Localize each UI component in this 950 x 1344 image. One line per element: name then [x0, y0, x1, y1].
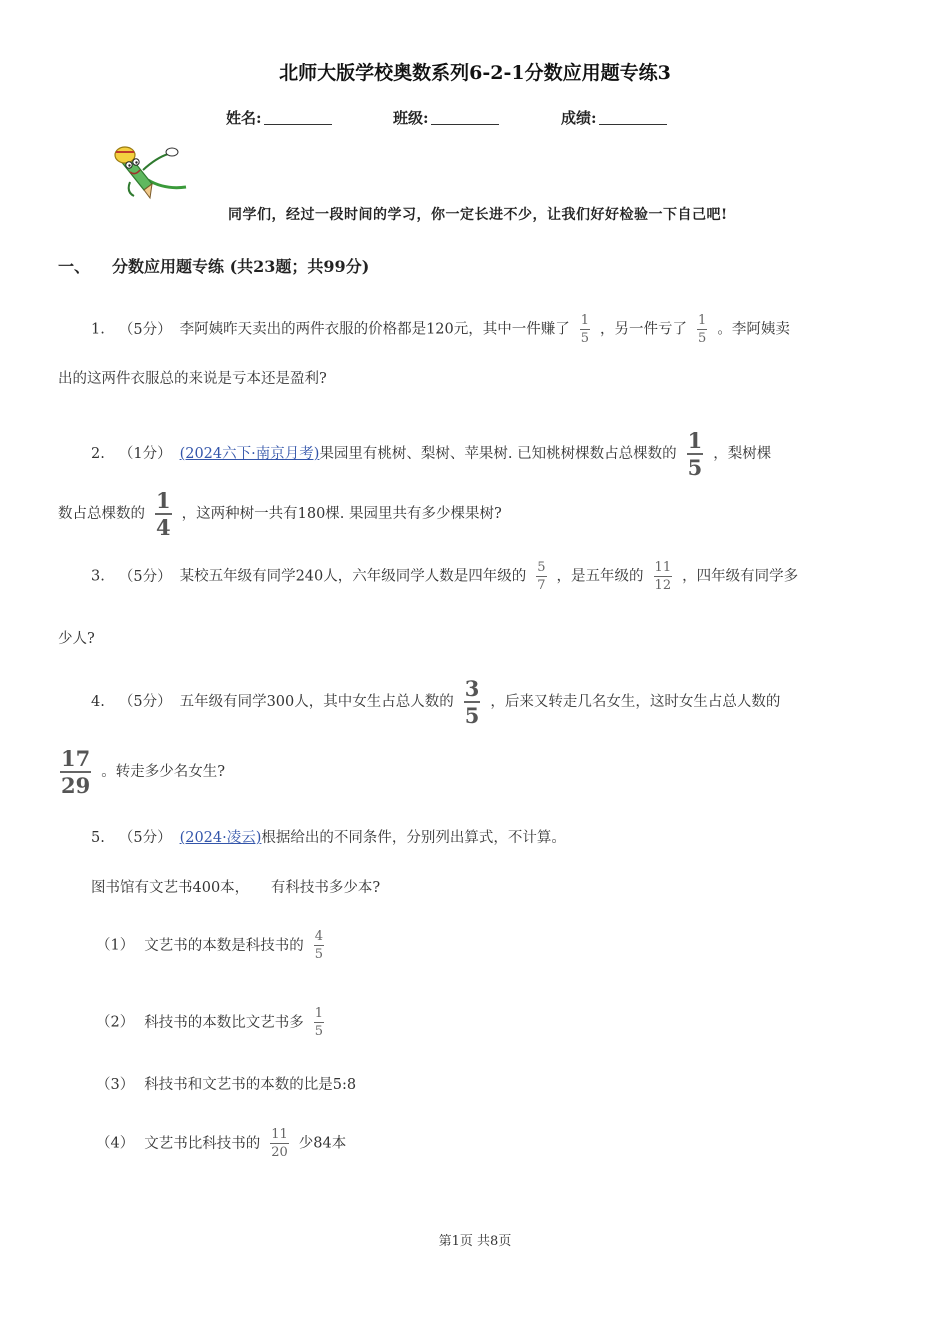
sub-number: （4） — [96, 1135, 135, 1152]
question-2-line-1 — [91, 430, 771, 478]
sub-question-4 — [96, 1128, 346, 1159]
question-number: 3. — [91, 568, 105, 585]
question-3-line-2: 少人? — [58, 631, 95, 647]
question-text: 数占总棵数的 — [58, 506, 145, 522]
fraction: $\frac{3}{5}$ — [464, 676, 480, 728]
question-text: 某校五年级有同学240人，六年级同学人数是四年级的 — [179, 568, 527, 585]
question-text: ，梨树棵 — [713, 446, 772, 462]
question-text: ，后来又转走几名女生，这时女生占总人数的 — [490, 694, 781, 710]
name-label: 姓名: — [226, 109, 262, 127]
sub-number: （2） — [96, 1014, 135, 1031]
question-1-line-2: 出的这两件衣服总的来说是亏本还是盈利? — [58, 371, 327, 387]
score-field — [561, 107, 667, 128]
fraction: $\frac{11}{12}$ — [654, 560, 672, 593]
sub-question-3 — [96, 1073, 356, 1094]
question-number: 1. — [91, 321, 105, 338]
intro-text: 同学们，经过一段时间的学习，你一定长进不少，让我们好好检验一下自己吧! — [228, 207, 728, 223]
question-text: ，是五年级的 — [556, 568, 644, 585]
question-number: 4. — [91, 694, 105, 710]
fraction: $\frac{1}{5}$ — [687, 428, 703, 480]
fraction: $\frac{1}{4}$ — [156, 488, 171, 540]
question-text: 。转走多少名女生? — [101, 764, 226, 780]
source-link[interactable]: (2024六下·南京月考) — [179, 446, 320, 462]
fraction: $\frac{11}{20}$ — [271, 1127, 288, 1160]
page-title: 北师大版学校奥数系列6-2-1分数应用题专练3 — [279, 62, 671, 84]
section-heading — [58, 254, 369, 277]
question-text: 根据给出的不同条件，分别列出算式，不计算。 — [261, 830, 566, 846]
question-text: ，这两种树一共有180棵. 果园里共有多少棵果树? — [181, 506, 502, 522]
sub-question-1 — [96, 930, 334, 961]
question-score: （5分） — [118, 694, 172, 710]
fraction: $\frac{4}{5}$ — [314, 929, 324, 962]
source-link[interactable]: (2024·凌云) — [179, 830, 262, 846]
score-label: 成绩: — [561, 109, 597, 127]
score-blank[interactable] — [599, 110, 667, 125]
sub-text: 科技书的本数比文艺书多 — [144, 1014, 304, 1031]
question-text: 李阿姨昨天卖出的两件衣服的价格都是120元，其中一件赚了 — [179, 321, 570, 338]
section-title: 分数应用题专练 (共23题；共99分) — [112, 257, 370, 276]
class-blank[interactable] — [431, 110, 499, 125]
question-5-line-1 — [91, 826, 566, 847]
question-3-line-1 — [91, 561, 798, 592]
question-5-stem: 图书馆有文艺书400本， 有科技书多少本? — [91, 880, 381, 896]
question-number: 2. — [91, 446, 105, 462]
class-field — [393, 107, 499, 128]
name-field — [226, 107, 332, 128]
fraction: $\frac{5}{7}$ — [537, 560, 546, 593]
question-score: （1分） — [118, 446, 172, 462]
question-text: 果园里有桃树、梨树、苹果树. 已知桃树棵数占总棵数的 — [319, 446, 677, 462]
sub-question-2 — [96, 1007, 334, 1038]
sub-text: 科技书和文艺书的本数的比是5:8 — [144, 1077, 357, 1093]
name-blank[interactable] — [264, 110, 332, 125]
question-score: （5分） — [118, 830, 172, 846]
question-2-line-2 — [58, 490, 502, 538]
question-4-line-2 — [50, 748, 225, 796]
sub-number: （3） — [96, 1077, 135, 1093]
question-score: （5分） — [118, 568, 172, 585]
page-footer: 第1页 共8页 — [438, 1234, 512, 1249]
sub-text: 少84本 — [298, 1135, 347, 1152]
question-score: （5分） — [118, 321, 172, 338]
class-label: 班级: — [393, 109, 429, 127]
question-text: 五年级有同学300人，其中女生占总人数的 — [179, 694, 454, 710]
question-1-line-1 — [91, 314, 790, 345]
section-number: 一、 — [58, 257, 91, 276]
pencil-mascot-icon — [110, 140, 190, 202]
fraction: $\frac{17}{29}$ — [61, 746, 91, 798]
fraction: $\frac{1}{5}$ — [580, 313, 590, 346]
sub-text: 文艺书比科技书的 — [144, 1135, 261, 1152]
question-text: ，另一件亏了 — [600, 321, 688, 338]
fraction: $\frac{1}{5}$ — [314, 1006, 324, 1039]
question-text: ，四年级有同学多 — [682, 568, 799, 585]
fraction: $\frac{1}{5}$ — [698, 313, 707, 346]
question-4-line-1 — [91, 678, 780, 726]
sub-text: 文艺书的本数是科技书的 — [144, 937, 304, 954]
sub-number: （1） — [96, 937, 135, 954]
question-number: 5. — [91, 830, 105, 846]
question-text: 。李阿姨卖 — [717, 321, 790, 338]
